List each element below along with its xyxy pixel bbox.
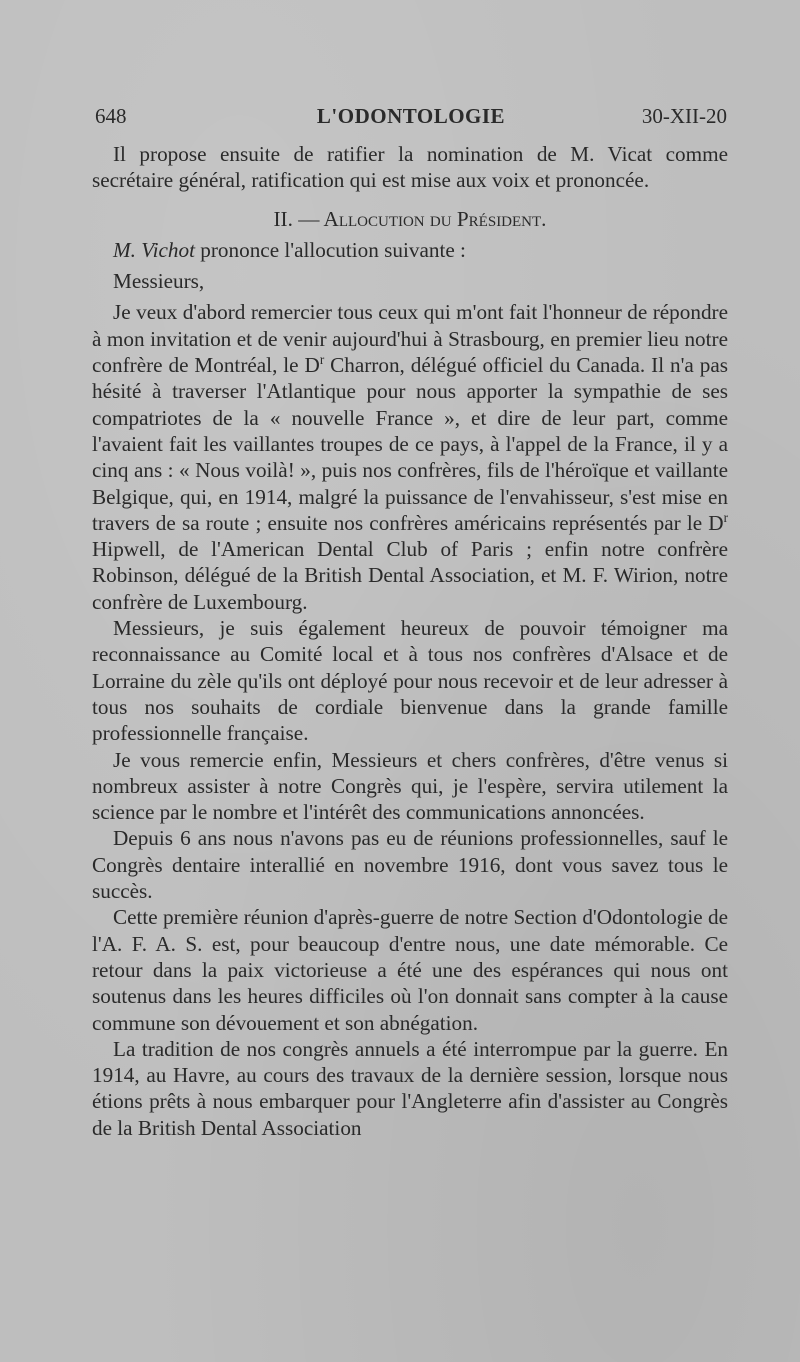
- running-header: [95, 104, 727, 134]
- paragraph: Messieurs, je suis également heureux de pouvoir témoigner ma reconnaissance au Comité local et à tous nos confrères d'Alsace et de Lorraine du zèle qu'ils ont déployé pour nous recevoir et de leur adresser à tous nos souhaits de cordiale bienvenue dans la grande famille professionnelle française.: [92, 616, 728, 746]
- paragraph-text: Hipwell, de l'American Dental Club of Paris ; enfin notre confrère Robinson, délégué de la British Dental Association, et M. F. Wirion, notre confrère de Luxembourg.: [92, 537, 728, 614]
- paragraph: Depuis 6 ans nous n'avons pas eu de réunions professionnelles, sauf le Congrès dentaire interallié en novembre 1916, dont vous savez tous le succès.: [92, 826, 728, 904]
- paragraph-text: Charron, délégué officiel du Canada. Il n'a pas hésité à traverser l'Atlantique pour nous apporter la sympathie de ses compatriotes de la « nouvelle France », et dire de leur part, comme l'avaient fait les vaillantes troupes de ce pays, à l'appel de la France, il y a cinq ans : « Nous voilà! », puis nos confrères, fils de l'héroïque et vaillante Belgique, qui, en 1914, malgré la puissance de l'envahisseur, s'est mise en travers de sa route ; ensuite nos confrères américains représentés par le D: [92, 353, 728, 535]
- paragraph: [92, 299, 728, 615]
- paragraph: Je vous remercie enfin, Messieurs et chers confrères, d'être venus si nombreux assister à notre Congrès qui, je l'espère, servira utilement la science par le nombre et l'intérêt des communications annoncées.: [92, 747, 728, 825]
- speech-intro-text: prononce l'allocution suivante :: [194, 237, 466, 262]
- paragraph: Cette première réunion d'après-guerre de notre Section d'Odontologie de l'A. F. A. S. est, pour beaucoup d'entre nous, une date mémorable. Ce retour dans la paix victorieuse a été une des espérances qui nous ont soutenus dans les heures difficiles où l'on donnait sans compter à la cause commune son dévouement et son abnégation.: [92, 905, 728, 1035]
- journal-title: L'ODONTOLOGIE: [316, 104, 506, 128]
- superscript: r: [723, 509, 728, 525]
- superscript: r: [319, 352, 325, 368]
- speech-intro: [92, 237, 728, 263]
- body-text: [92, 141, 728, 1141]
- paragraph-text: Je veux d'abord remercier tous ceux qui m'ont fait l'honneur de répondre à mon invitation et de venir aujourd'hui à Strasbourg, en premier lieu notre confrère de Montréal, le D: [92, 300, 728, 378]
- section-heading: II. — Allocution du Président.: [273, 206, 547, 231]
- paragraph: La tradition de nos congrès annuels a été interrompue par la guerre. En 1914, au Havre, au cours des travaux de la dernière session, lorsque nous étions prêts à nous embarquer pour l'Angleterre afin d'assister au Congrès de la British Dental Association: [92, 1036, 728, 1140]
- issue-date: 30-XII-20: [641, 104, 727, 128]
- speaker-name: M. Vichot: [113, 237, 195, 262]
- paragraph: Il propose ensuite de ratifier la nomination de M. Vicat comme secrétaire général, ratification qui est mise aux voix et prononcée.: [92, 142, 728, 193]
- page-number: 648: [95, 104, 127, 128]
- salutation: Messieurs,: [113, 269, 205, 294]
